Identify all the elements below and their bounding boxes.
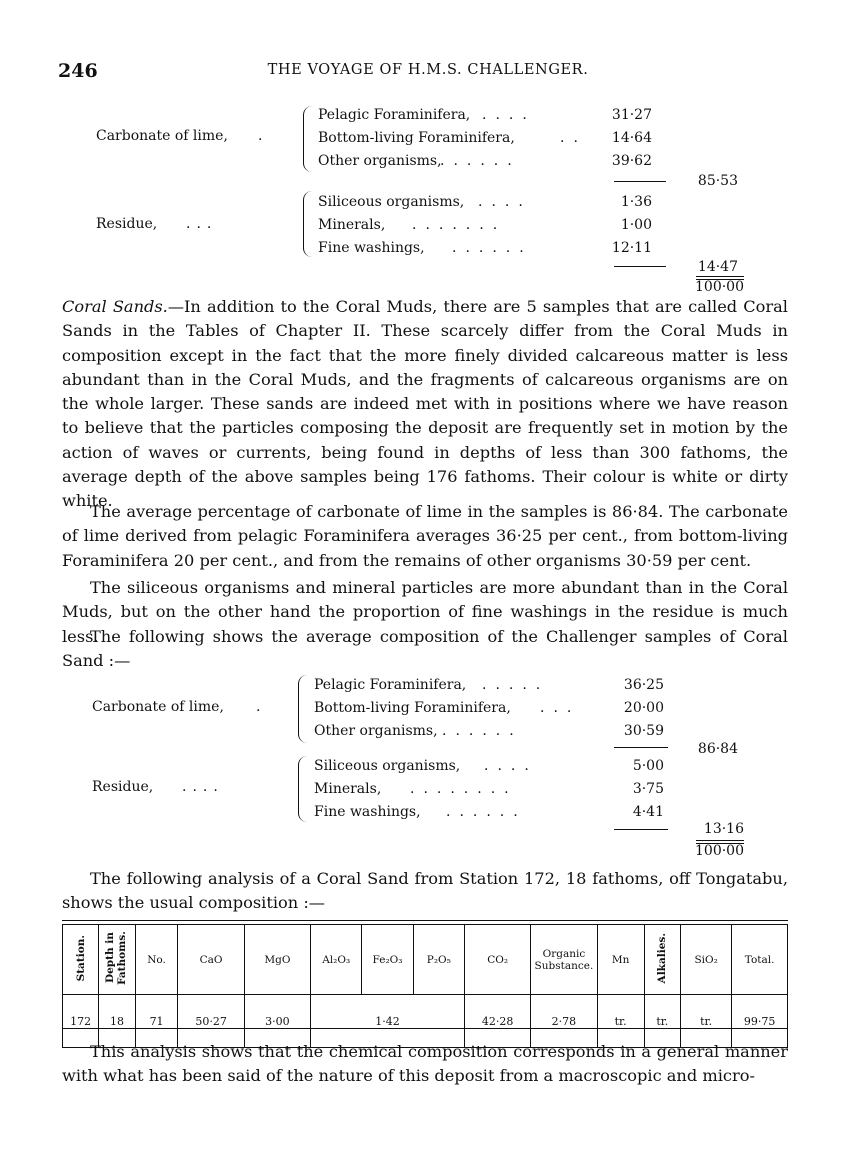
header-no: No. xyxy=(135,925,178,995)
paragraph-coral-sands xyxy=(62,295,788,514)
page-number: 246 xyxy=(58,60,98,82)
item-value: 3·75 xyxy=(632,781,664,797)
paragraph-text: The average percentage of carbonate of lime in the samples is 86·84. The carbonate of lime derived from pelagic Foraminifera averages 36·25 per cent., from bottom-living Foraminifera 20 per cent., and from the remains of other organisms 30·59 per cent. xyxy=(62,502,788,570)
header-organic: Organic Substance. xyxy=(531,925,597,995)
cell-no: 71 xyxy=(135,995,178,1048)
brace xyxy=(303,106,313,172)
residue-label: Residue, xyxy=(92,779,154,795)
carbonate-total: 85·53 xyxy=(697,173,738,189)
leader-dots: ... xyxy=(186,216,218,232)
item-value: 1·36 xyxy=(620,194,652,210)
header-mn: Mn xyxy=(597,925,644,995)
table-bottom-rule xyxy=(62,1028,788,1029)
header-mgo: MgO xyxy=(244,925,310,995)
header-station: Station. xyxy=(63,925,99,995)
paragraph-text: —In addition to the Coral Muds, there are 5 samples that are called Coral Sands in the Tables of Chapter II. These scarcely differ from the Coral Muds in composition except in the fact that the more finely divided calcareous matter is less abundant than in the Coral Muds, and the fragments of calcareous organisms are on the whole larger. These sands are indeed met with in positions where we have reason to believe that the particles composing the deposit are frequently set in motion by the action of waves or currents, being found in depths of less than 300 fathoms, the average depth of the above samples being 176 fathoms. Their colour is white or dirty white. xyxy=(62,297,788,511)
analysis-table xyxy=(62,924,788,1048)
leader-dots: ...... xyxy=(452,240,533,256)
subtotal-rule xyxy=(614,266,666,267)
leader-dots: ...... xyxy=(440,153,521,169)
grand-total: 100·00 xyxy=(695,279,744,295)
item-value: 39·62 xyxy=(611,153,652,169)
paragraph-following-shows xyxy=(62,625,788,674)
carbonate-total: 86·84 xyxy=(697,741,738,757)
paragraph-conclusion xyxy=(62,1040,788,1089)
leader-dots: . xyxy=(256,699,267,715)
table-top-rule xyxy=(62,920,788,921)
cell-alkalies: tr. xyxy=(644,995,680,1048)
item-value: 5·00 xyxy=(632,758,664,774)
item-name: Siliceous organisms, xyxy=(318,194,465,210)
item-value: 12·11 xyxy=(611,240,652,256)
cell-co2: 42·28 xyxy=(464,995,530,1048)
header-p2o5: P₂O₅ xyxy=(413,925,464,995)
cell-sio2: tr. xyxy=(680,995,731,1048)
leader-dots: .... xyxy=(484,758,538,774)
leader-dots: . xyxy=(258,128,269,144)
leader-dots: .. xyxy=(560,130,587,146)
item-name: Bottom-living Foraminifera, xyxy=(314,700,511,716)
cell-combined-oxides: 1·42 xyxy=(311,995,465,1048)
residue-label: Residue, xyxy=(96,216,158,232)
carbonate-label: Carbonate of lime, xyxy=(96,128,228,144)
carbonate-label: Carbonate of lime, xyxy=(92,699,224,715)
header-depth: Depth in Fathoms. xyxy=(99,925,135,995)
cell-station: 172 xyxy=(63,995,99,1048)
item-value: 36·25 xyxy=(623,677,664,693)
paragraph-average-percentage xyxy=(62,500,788,573)
paragraph-text: The siliceous organisms and mineral particles are more abundant than in the Coral Muds, but on the other hand the proportion of fine washings in the residue is much less. xyxy=(62,578,788,646)
item-name: Pelagic Foraminifera, xyxy=(314,677,467,693)
cell-mn: tr. xyxy=(597,995,644,1048)
item-name: Bottom-living Foraminifera, xyxy=(318,130,515,146)
item-name: Minerals, xyxy=(318,217,386,233)
item-value: 30·59 xyxy=(623,723,664,739)
paragraph-text: This analysis shows that the chemical composition corresponds in a general manner with what has been said of the nature of this deposit from a macroscopic and micro- xyxy=(62,1042,788,1086)
leader-dots: .... xyxy=(478,194,532,210)
item-value: 20·00 xyxy=(623,700,664,716)
header-co2: CO₂ xyxy=(464,925,530,995)
residue-total: 14·47 xyxy=(697,259,738,275)
item-name: Minerals, xyxy=(314,781,382,797)
header-al2o3: Al₂O₃ xyxy=(311,925,362,995)
leader-dots: ...... xyxy=(442,723,523,739)
item-name: Siliceous organisms, xyxy=(314,758,461,774)
grand-total: 100·00 xyxy=(695,843,744,859)
item-name: Pelagic Foraminifera, xyxy=(318,107,471,123)
subtotal-rule xyxy=(614,181,666,182)
subtotal-rule xyxy=(614,747,668,748)
leader-dots: .... xyxy=(182,779,224,795)
item-value: 14·64 xyxy=(611,130,652,146)
item-name: Other organisms, xyxy=(318,153,442,169)
table-header-row xyxy=(63,925,788,995)
paragraph-analysis-intro xyxy=(62,867,788,916)
item-name: Fine washings, xyxy=(318,240,425,256)
leader-dots: ..... xyxy=(482,677,550,693)
cell-depth: 18 xyxy=(99,995,135,1048)
item-value: 1·00 xyxy=(620,217,652,233)
header-fe2o3: Fe₂O₃ xyxy=(362,925,413,995)
paragraph-text: The following shows the average composition of the Challenger samples of Coral Sand :— xyxy=(62,627,788,671)
paragraph-text: The following analysis of a Coral Sand from Station 172, 18 fathoms, off Tongatabu, shows the usual composition :— xyxy=(62,869,788,913)
brace xyxy=(303,191,313,257)
header-alkalies: Alkalies. xyxy=(644,925,680,995)
cell-total: 99·75 xyxy=(732,995,788,1048)
leader-dots: ....... xyxy=(412,217,507,233)
running-header xyxy=(58,60,798,84)
header-sio2: SiO₂ xyxy=(680,925,731,995)
item-value: 31·27 xyxy=(611,107,652,123)
header-total: Total. xyxy=(732,925,788,995)
leader-dots: .... xyxy=(482,107,536,123)
item-value: 4·41 xyxy=(632,804,664,820)
brace xyxy=(298,756,308,822)
leader-dots: ........ xyxy=(410,781,518,797)
header-cao: CaO xyxy=(178,925,244,995)
brace xyxy=(298,675,308,743)
leader-dots: ...... xyxy=(446,804,527,820)
subtotal-rule xyxy=(614,829,668,830)
item-name: Fine washings, xyxy=(314,804,421,820)
leader-dots: ... xyxy=(540,700,581,716)
running-title: THE VOYAGE OF H.M.S. CHALLENGER. xyxy=(267,62,589,78)
section-title: Coral Sands. xyxy=(62,297,168,316)
item-name: Other organisms, xyxy=(314,723,438,739)
cell-organic: 2·78 xyxy=(531,995,597,1048)
cell-mgo: 3·00 xyxy=(244,995,310,1048)
residue-total: 13·16 xyxy=(703,821,744,837)
cell-cao: 50·27 xyxy=(178,995,244,1048)
